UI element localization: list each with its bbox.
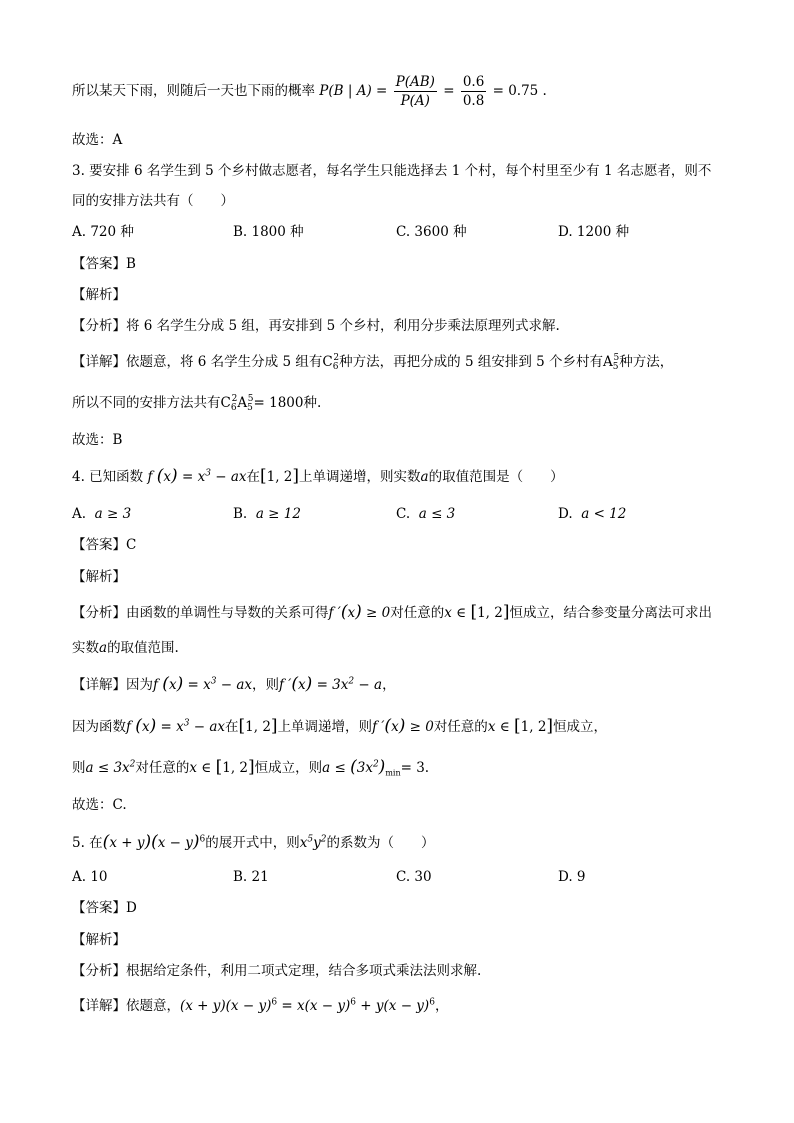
q3-stem-line2: 同的安排方法共有（ ） xyxy=(72,193,234,209)
q5-option-c: C. 30 xyxy=(396,869,432,885)
q5-option-d: D. 9 xyxy=(558,869,586,885)
q3-answer: 【答案】B xyxy=(72,256,136,272)
q4-option-a: A. a ≥ 3 xyxy=(72,506,132,522)
q3-stem-line1: 3. 要安排 6 名学生到 5 个乡村做志愿者，每名学生只能选择去 1 个村，每个村里至少有 1 名志愿者，则不 xyxy=(72,163,712,179)
q3-total: 所以不同的安排方法共有$C_6^2A_5^5= 1800$种. xyxy=(72,394,322,413)
q5-answer: 【答案】D xyxy=(72,900,137,916)
q3-option-d: D. 1200 种 xyxy=(558,224,630,240)
q4-jiexi: 【解析】 xyxy=(72,569,126,585)
q4-detail-line1: 【详解】因为f $(x) = x^3$ − ax，则f $'(x) = 3x^2 - a$， xyxy=(72,674,396,694)
q3-jiexi: 【解析】 xyxy=(72,287,126,303)
q4-detail-line3: 则$a \le 3x^2$对任意的x ∈ [1, 2]恒成立，则$a \le (3x^2)_{min}= 3$. xyxy=(72,757,430,778)
q5-analysis: 【分析】根据给定条件，利用二项式定理，结合多项式乘法法则求解. xyxy=(72,963,482,979)
fraction-numeric: $\frac{0.6}{0.8}$ xyxy=(462,74,485,109)
q5-option-b: B. 21 xyxy=(233,869,269,885)
q4-analysis: 【分析】由函数的单调性与导数的关系可得f ′(x) ≥ 0对任意的x ∈ [1, 2]恒成立，结合参变量分离法可求出 xyxy=(72,602,712,622)
probability-lhs: P(B | A) = xyxy=(319,83,388,99)
q4-analysis-line2: 实数a的取值范围. xyxy=(72,640,179,656)
probability-line: 所以某天下雨，则随后一天也下雨的概率 P(B | A) = $\frac{P(AB)}{P(A)}$ = $\frac{0.6}{0.8}$ = 0.75 . xyxy=(72,74,547,109)
q3-analysis: 【分析】将 6 名学生分成 5 组，再安排到 5 个乡村，利用分步乘法原理列式求解. xyxy=(72,318,560,334)
answer-select-a: 故选：A xyxy=(72,132,123,148)
q3-option-a: A. 720 种 xyxy=(72,224,134,240)
q4-stem: 4. 已知函数 f $(x) = x^3$ − ax在[1, 2]上单调递增，则实数a的取值范围是（ ） xyxy=(72,466,564,486)
arrangement-a55: $A_5^5$ xyxy=(603,353,620,372)
probability-text: 所以某天下雨，则随后一天也下雨的概率 xyxy=(72,83,315,99)
q5-detail: 【详解】依题意，$(x + y)(x - y)^6 = x(x - y)^6 + y(x - y)^6$， xyxy=(72,997,449,1014)
q5-jiexi: 【解析】 xyxy=(72,932,126,948)
q4-answer: 【答案】C xyxy=(72,537,137,553)
q3-detail: 【详解】依题意，将 6 名学生分成 5 组有$C_6^2$种方法，再把分成的 5 组安排到 5 个乡村有$A_5^5$种方法， xyxy=(72,353,674,372)
q4-option-d: D. a < 12 xyxy=(558,506,627,522)
q3-option-b: B. 1800 种 xyxy=(233,224,304,240)
q3-option-c: C. 3600 种 xyxy=(396,224,467,240)
q4-option-b: B. a ≥ 12 xyxy=(233,506,301,522)
q4-detail-line2: 因为函数f $(x) = x^3$ − ax在[1, 2]上单调递增，则f ′(x) ≥ 0对任意的x ∈ [1, 2]恒成立， xyxy=(72,716,608,736)
probability-result: = 0.75 . xyxy=(492,83,547,99)
q5-stem: 5. 在$(x + y)(x - y)^6$的展开式中，则$x^5y^2$的系数为（ ） xyxy=(72,832,435,852)
fraction-pab-pa: $\frac{P(AB)}{P(A)}$ xyxy=(395,74,435,109)
q4-select: 故选：C. xyxy=(72,797,127,813)
combination-c62: $C_6^2$ xyxy=(322,353,340,372)
q5-option-a: A. 10 xyxy=(72,869,108,885)
q3-select: 故选：B xyxy=(72,432,123,448)
q4-option-c: C. a ≤ 3 xyxy=(396,506,456,522)
